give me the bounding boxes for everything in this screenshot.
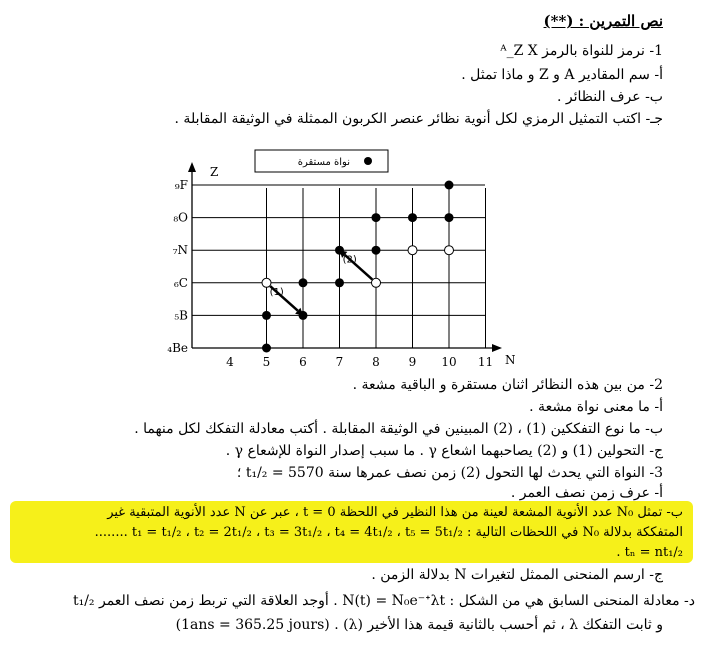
q1-line: 1- نرمز للنواة بالرمز ᴬ_Z X [500, 43, 663, 59]
q3-c: ج- ارسم المنحنى الممثل لتغيرات N بدلالة الزمن . [371, 567, 663, 583]
x-tick-label: 8 [372, 355, 380, 369]
stable-nucleus-point [335, 278, 344, 287]
y-axis-arrow [188, 162, 196, 172]
q2-a: أ- ما معنى نواة مشعة . [529, 399, 663, 415]
exercise-title: نص التمرين : (**) [543, 12, 663, 30]
x-axis-arrow [492, 344, 502, 352]
q2-line: 2- من بين هذه النظائر اثنان مستقرة و الباقية مشعة . [352, 377, 663, 393]
unstable-nucleus-point [262, 278, 271, 287]
x-tick-label: 6 [299, 355, 307, 369]
unstable-nucleus-point [372, 278, 381, 287]
y-axis-label: Z [210, 165, 219, 179]
x-tick-label: 9 [408, 355, 417, 369]
q3-b-line1: ب- تمثل N₀ عدد الأنوية المشعة لعينة من هذا النظير في اللحظة t = 0 ، عبر عن N عدد الأنوية المتبقية غير [107, 505, 683, 520]
stable-nucleus-point [408, 213, 417, 222]
legend-label: نواة مستقرة [297, 157, 350, 168]
chart-grid [192, 185, 486, 348]
q3-b-line2: المتفككة بدلالة N₀ في اللحظات التالية : t₁ = t₁/₂ ، t₂ = 2t₁/₂ ، t₃ = 3t₁/₂ ، t₄ = 4t₁/₂ ، t₅ = 5t₁/₂ ........ [94, 525, 683, 540]
q2-c: ج- التحولين (1) و (2) يصاحبهما اشعاع γ . ما سبب إصدار النواة للإشعاع γ . [225, 443, 663, 459]
y-tick-label: ₇N [172, 243, 188, 258]
y-tick-label: ₄Be [167, 341, 188, 355]
stable-nucleus-point [445, 181, 454, 190]
stable-nucleus-point [262, 311, 271, 320]
x-axis-label: N [505, 353, 516, 367]
q1-c: جـ- اكتب التمثيل الرمزي لكل أنوية نظائر عنصر الكربون الممثلة في الوثيقة المقابلة . [174, 111, 663, 127]
stable-nucleus-point [335, 246, 344, 255]
q3-line: 3- النواة التي يحدث لها التحول (2) زمن نصف عمرها سنة t₁/₂ = 5570 ؛ [236, 465, 663, 481]
x-tick-label: 4 [226, 355, 234, 369]
q3-d-line2: و ثابت التفكك λ ، ثم أحسب بالثانية قيمة هذا الأخير (λ) . (1ans = 365.25 jours) [175, 617, 663, 633]
stable-nucleus-point [262, 344, 271, 353]
stable-nucleus-point [299, 278, 308, 287]
chart-marks [262, 181, 454, 353]
decay-arrow-label-2: (2) [342, 254, 357, 266]
stable-nucleus-point [445, 213, 454, 222]
legend-marker [364, 157, 372, 165]
q3-d-line1: د- معادلة المنحنى السابق هي من الشكل : N(t) = N₀e⁻ᐩλt . أوجد العلاقة التي تربط زمن نصف العمر t₁/₂ [72, 593, 695, 609]
chart-axes [167, 162, 515, 369]
x-tick-label: 5 [262, 355, 271, 369]
y-tick-label: ₅B [174, 308, 188, 323]
unstable-nucleus-point [445, 246, 454, 255]
x-tick-label: 11 [477, 355, 494, 369]
q3-a: أ- عرف زمن نصف العمر . [510, 485, 663, 501]
stable-nucleus-point [372, 246, 381, 255]
decay-arrow-label-1: (1) [269, 287, 284, 299]
q1-b: ب- عرف النظائر . [556, 89, 663, 105]
x-tick-label: 7 [335, 355, 344, 369]
y-tick-label: ₉F [174, 178, 188, 192]
q2-b: ب- ما نوع التفككين (1) ، (2) المبينين في الوثيقة المقابلة . أكتب معادلة التفكك لكل منهما . [134, 421, 663, 437]
stable-nucleus-point [299, 311, 308, 320]
stable-nucleus-point [372, 213, 381, 222]
unstable-nucleus-point [408, 246, 417, 255]
x-tick-label: 10 [441, 355, 457, 369]
q1-a: أ- سم المقادير A و Z و ماذا تمثل . [461, 67, 663, 83]
y-tick-label: ₈O [173, 210, 188, 225]
q3-b-line3: tₙ = nt₁/₂ . [616, 545, 683, 560]
y-tick-label: ₆C [174, 275, 188, 290]
